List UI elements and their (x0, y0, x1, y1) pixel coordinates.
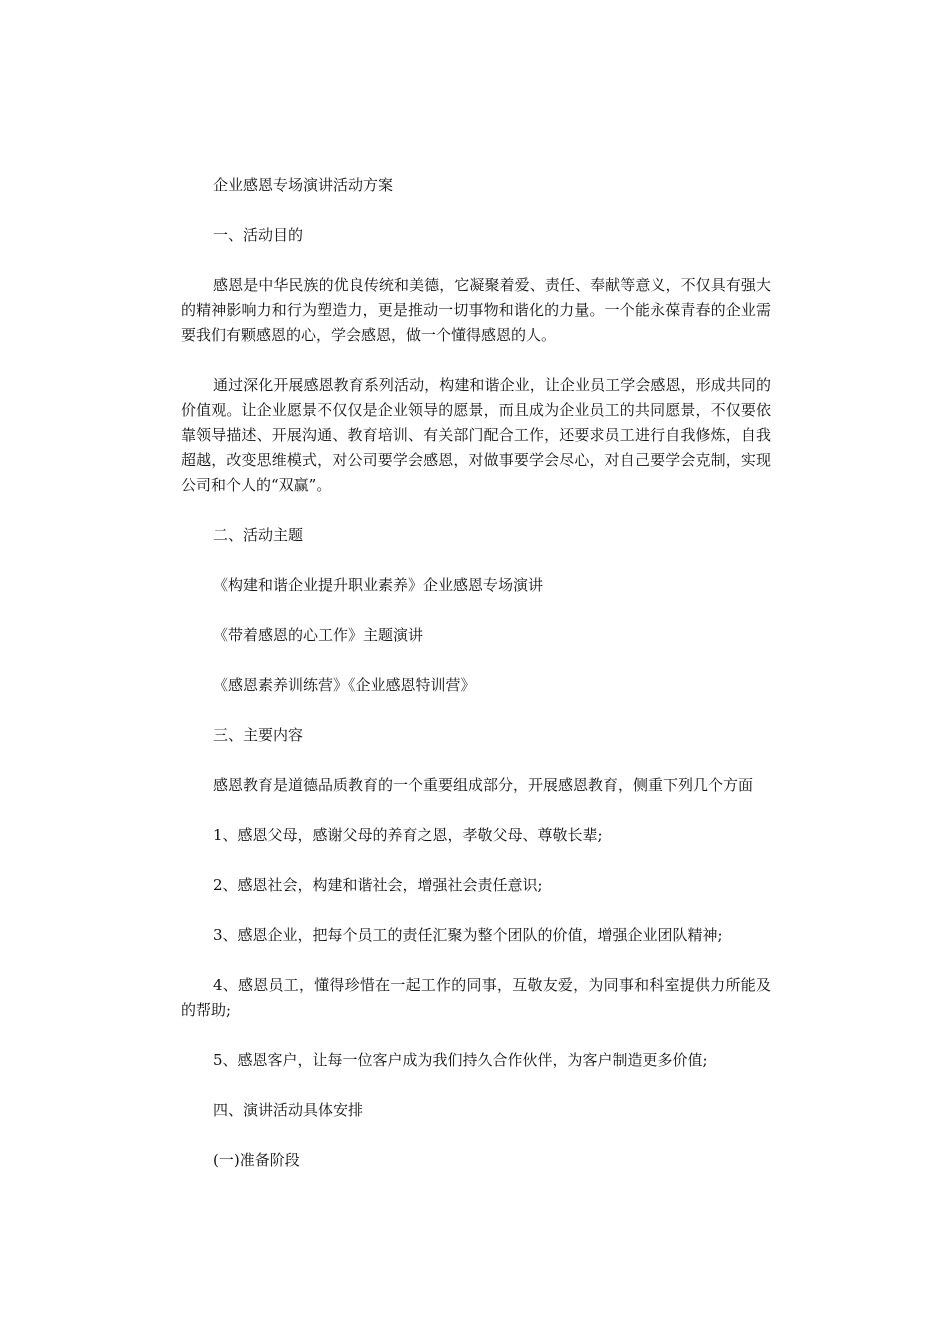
document-body (181, 173, 771, 1198)
paragraph-content-intro: 感恩教育是道德品质教育的一个重要组成部分，开展感恩教育，侧重下列几个方面 (213, 776, 754, 794)
document-title: 企业感恩专场演讲活动方案 (213, 176, 394, 194)
subsection-heading-preparation: (一)准备阶段 (213, 1151, 300, 1169)
theme-item-1: 《构建和谐企业提升职业素养》企业感恩专场演讲 (213, 576, 544, 594)
section-heading-purpose: 一、活动目的 (213, 226, 304, 244)
section-heading-arrangement: 四、演讲活动具体安排 (213, 1101, 364, 1119)
paragraph-purpose-2: 通过深化开展感恩教育系列活动，构建和谐企业，让企业员工学会感恩，形成共同的价值观。让企业愿景不仅仅是企业领导的愿景，而且成为企业员工的共同愿景，不仅要依靠领导描述、开展沟通、教育培训、有关部门配合工作，还要求员工进行自我修炼，自我超越，改变思维模式，对公司要学会感恩，对做事要学会尽心，对自己要学会克制，实现公司和个人的“双赢”。 (181, 376, 771, 494)
section-heading-theme: 二、活动主题 (213, 526, 304, 544)
content-item-2: 2、感恩社会，构建和谐社会，增强社会责任意识; (213, 876, 543, 894)
content-item-5: 5、感恩客户，让每一位客户成为我们持久合作伙伴，为客户制造更多价值; (213, 1051, 708, 1069)
section-heading-content: 三、主要内容 (213, 726, 304, 744)
content-item-4: 4、感恩员工，懂得珍惜在一起工作的同事，互敬友爱，为同事和科室提供力所能及的帮助; (181, 976, 771, 1019)
paragraph-purpose-1: 感恩是中华民族的优良传统和美德，它凝聚着爱、责任、奉献等意义，不仅具有强大的精神影响力和行为塑造力，更是推动一切事物和谐化的力量。一个能永葆青春的企业需要我们有颗感恩的心，学会感恩，做一个懂得感恩的人。 (181, 276, 771, 344)
theme-item-2: 《带着感恩的心工作》主题演讲 (213, 626, 424, 644)
content-item-3: 3、感恩企业，把每个员工的责任汇聚为整个团队的价值，增强企业团队精神; (213, 926, 723, 944)
theme-item-3: 《感恩素养训练营》《企业感恩特训营》 (213, 676, 476, 694)
content-item-1: 1、感恩父母，感谢父母的养育之恩，孝敬父母、尊敬长辈; (213, 826, 603, 844)
